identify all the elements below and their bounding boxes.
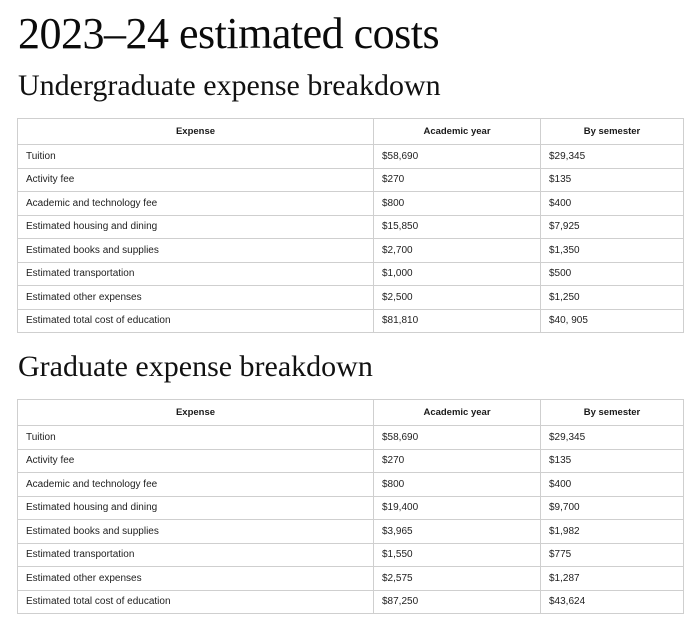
expense-cell: Activity fee	[18, 449, 374, 473]
by-semester-cell: $400	[541, 473, 684, 497]
table-row	[18, 145, 684, 169]
by-semester-cell: $500	[541, 262, 684, 286]
table-row	[18, 449, 684, 473]
column-header-academic-year: Academic year	[374, 119, 541, 145]
by-semester-cell: $29,345	[541, 426, 684, 450]
undergraduate-section-title: Undergraduate expense breakdown	[18, 69, 441, 102]
expense-cell: Tuition	[18, 426, 374, 450]
academic-year-cell: $58,690	[374, 145, 541, 169]
expense-cell: Estimated books and supplies	[18, 520, 374, 544]
column-header-academic-year: Academic year	[374, 400, 541, 426]
by-semester-cell: $9,700	[541, 496, 684, 520]
table-row	[18, 496, 684, 520]
academic-year-cell: $2,700	[374, 239, 541, 263]
table-row	[18, 168, 684, 192]
by-semester-cell: $29,345	[541, 145, 684, 169]
expense-cell: Academic and technology fee	[18, 473, 374, 497]
academic-year-cell: $800	[374, 192, 541, 216]
column-header-by-semester: By semester	[541, 119, 684, 145]
table-row	[18, 286, 684, 310]
by-semester-cell: $775	[541, 543, 684, 567]
academic-year-cell: $1,550	[374, 543, 541, 567]
table-row	[18, 262, 684, 286]
table-row	[18, 520, 684, 544]
table-row	[18, 473, 684, 497]
academic-year-cell: $19,400	[374, 496, 541, 520]
academic-year-cell: $2,575	[374, 567, 541, 591]
column-header-expense: Expense	[18, 119, 374, 145]
expense-cell: Estimated books and supplies	[18, 239, 374, 263]
expense-cell: Estimated housing and dining	[18, 215, 374, 239]
expense-cell: Tuition	[18, 145, 374, 169]
table-row	[18, 590, 684, 614]
expense-cell: Estimated transportation	[18, 543, 374, 567]
table-row	[18, 426, 684, 450]
academic-year-cell: $270	[374, 168, 541, 192]
academic-year-cell: $270	[374, 449, 541, 473]
by-semester-cell: $1,287	[541, 567, 684, 591]
by-semester-cell: $135	[541, 168, 684, 192]
graduate-section-title: Graduate expense breakdown	[18, 350, 373, 383]
page-title: 2023–24 estimated costs	[18, 9, 440, 58]
by-semester-cell: $40, 905	[541, 309, 684, 333]
by-semester-cell: $1,350	[541, 239, 684, 263]
academic-year-cell: $1,000	[374, 262, 541, 286]
column-header-by-semester: By semester	[541, 400, 684, 426]
academic-year-cell: $87,250	[374, 590, 541, 614]
expense-cell: Estimated total cost of education	[18, 590, 374, 614]
academic-year-cell: $800	[374, 473, 541, 497]
by-semester-cell: $7,925	[541, 215, 684, 239]
expense-cell: Estimated total cost of education	[18, 309, 374, 333]
by-semester-cell: $43,624	[541, 590, 684, 614]
expense-cell: Estimated housing and dining	[18, 496, 374, 520]
academic-year-cell: $15,850	[374, 215, 541, 239]
expense-cell: Estimated other expenses	[18, 286, 374, 310]
expense-cell: Academic and technology fee	[18, 192, 374, 216]
by-semester-cell: $1,982	[541, 520, 684, 544]
expense-cell: Estimated other expenses	[18, 567, 374, 591]
column-header-expense: Expense	[18, 400, 374, 426]
by-semester-cell: $400	[541, 192, 684, 216]
table-row	[18, 309, 684, 333]
academic-year-cell: $81,810	[374, 309, 541, 333]
by-semester-cell: $1,250	[541, 286, 684, 310]
table-row	[18, 543, 684, 567]
graduate-expense-table	[17, 399, 684, 614]
expense-cell: Estimated transportation	[18, 262, 374, 286]
undergraduate-expense-table	[17, 118, 684, 333]
table-row	[18, 192, 684, 216]
table-row	[18, 239, 684, 263]
table-header-row	[18, 400, 684, 426]
by-semester-cell: $135	[541, 449, 684, 473]
academic-year-cell: $3,965	[374, 520, 541, 544]
table-row	[18, 567, 684, 591]
academic-year-cell: $58,690	[374, 426, 541, 450]
table-header-row	[18, 119, 684, 145]
academic-year-cell: $2,500	[374, 286, 541, 310]
expense-cell: Activity fee	[18, 168, 374, 192]
table-row	[18, 215, 684, 239]
